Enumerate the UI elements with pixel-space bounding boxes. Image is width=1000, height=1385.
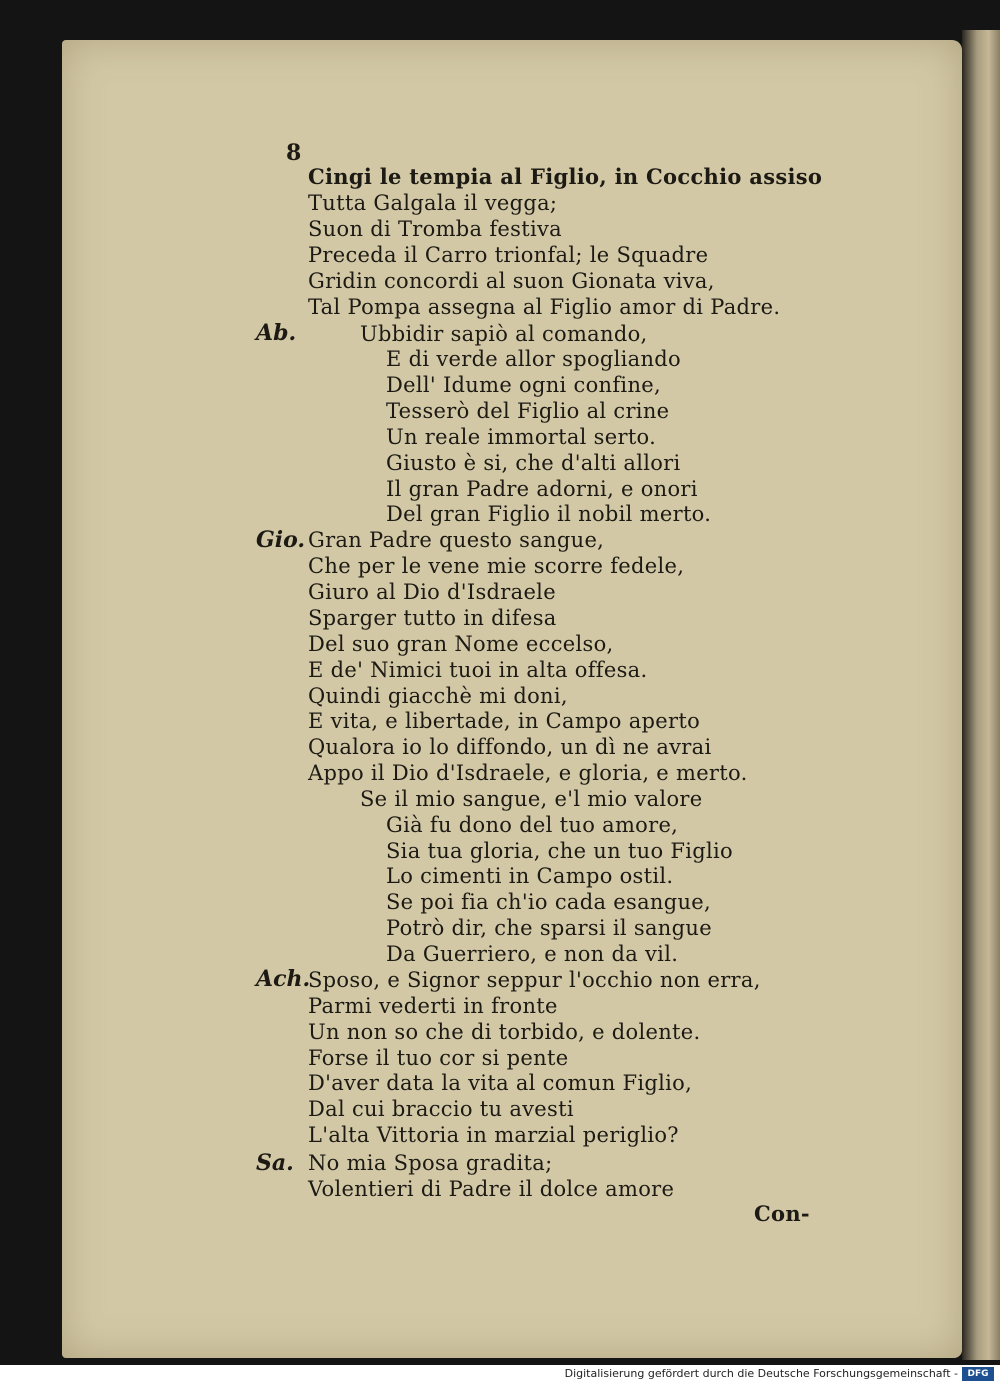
verse-line: Tal Pompa assegna al Figlio amor di Padre. (308, 295, 781, 319)
verse-line: Volentieri di Padre il dolce amore (308, 1177, 675, 1201)
verse-line: Ubbidir sapiò al comando, (360, 322, 648, 346)
verse-line: Sia tua gloria, che un tuo Figlio (386, 839, 733, 863)
verse-line: Giuro al Dio d'Isdraele (308, 580, 556, 604)
verse-line: Cingi le tempia al Figlio, in Cocchio assiso (308, 164, 823, 189)
verse-line: E de' Nimici tuoi in alta offesa. (308, 658, 648, 682)
verse-line: Se poi fia ch'io cada esangue, (386, 890, 711, 914)
verse-line: Potrò dir, che sparsi il sangue (386, 916, 712, 940)
verse-line: No mia Sposa gradita; (308, 1151, 553, 1175)
verse-line: Dal cui braccio tu avesti (308, 1097, 574, 1121)
verse-line: E di verde allor spogliando (386, 347, 681, 371)
verse-line: Del gran Figlio il nobil merto. (386, 502, 712, 526)
footer-credit: Digitalisierung gefördert durch die Deutsche Forschungsgemeinschaft - (564, 1367, 958, 1380)
verse-line: Un non so che di torbido, e dolente. (308, 1020, 701, 1044)
verse-line: Tutta Galgala il vegga; (308, 191, 558, 215)
verse-line: Giusto è si, che d'alti allori (386, 451, 681, 475)
verse-line: Che per le vene mie scorre fedele, (308, 554, 685, 578)
verse-line: Da Guerriero, e non da vil. (386, 942, 679, 966)
speaker-label: Sa. (256, 1150, 294, 1176)
verse-line: Appo il Dio d'Isdraele, e gloria, e merto. (308, 761, 748, 785)
verse-line: Se il mio sangue, e'l mio valore (360, 787, 703, 811)
verse-line: L'alta Vittoria in marzial periglio? (308, 1123, 679, 1147)
verse-line: Gran Padre questo sangue, (308, 528, 605, 552)
verse-line: Dell' Idume ogni confine, (386, 373, 661, 397)
speaker-label: Gio. (256, 527, 306, 553)
verse-line: Sposo, e Signor seppur l'occhio non erra, (308, 968, 761, 992)
verse-line: D'aver data la vita al comun Figlio, (308, 1071, 693, 1095)
verse-line: E vita, e libertade, in Campo aperto (308, 709, 701, 733)
verse-line: Un reale immortal serto. (386, 425, 657, 449)
footer-bar (0, 1365, 1000, 1385)
speaker-label: Ach. (256, 966, 311, 992)
verse-line: Quindi giacchè mi doni, (308, 684, 568, 708)
verse-line: Sparger tutto in difesa (308, 606, 557, 630)
page-number: 8 (286, 140, 302, 166)
verse-line: Del suo gran Nome eccelso, (308, 632, 614, 656)
verse-line: Gridin concordi al suon Gionata viva, (308, 269, 715, 293)
verse-line: Preceda il Carro trionfal; le Squadre (308, 243, 709, 267)
catchword: Con- (754, 1201, 810, 1226)
verse-line: Suon di Tromba festiva (308, 217, 562, 241)
speaker-label: Ab. (256, 320, 297, 346)
verse-line: Parmi vederti in fronte (308, 994, 558, 1018)
verse-line: Qualora io lo diffondo, un dì ne avrai (308, 735, 712, 759)
dfg-logo: DFG (962, 1367, 994, 1381)
verse-line: Lo cimenti in Campo ostil. (386, 864, 674, 888)
verse-line: Già fu dono del tuo amore, (386, 813, 679, 837)
verse-line: Il gran Padre adorni, e onori (386, 477, 698, 501)
verse-line: Forse il tuo cor si pente (308, 1046, 569, 1070)
verse-line: Tesserò del Figlio al crine (386, 399, 670, 423)
